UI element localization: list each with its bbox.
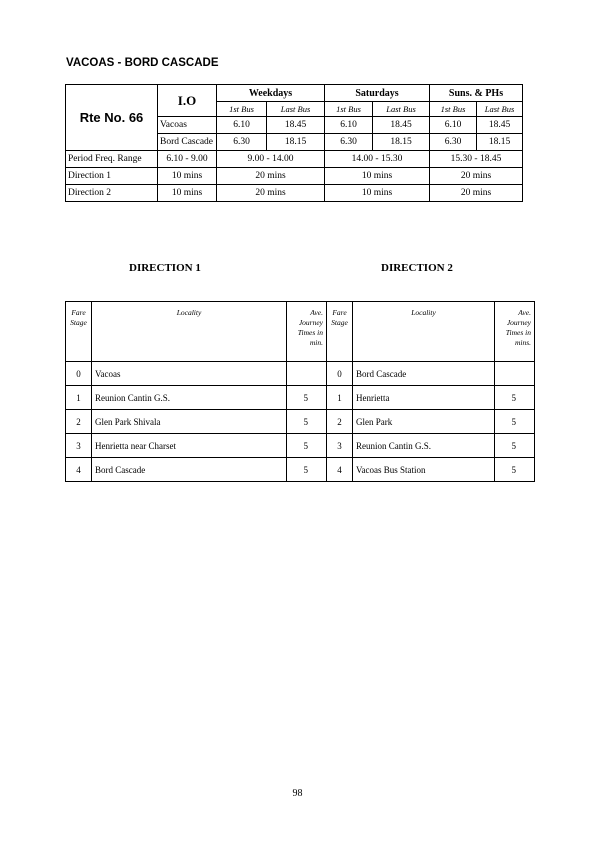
- time-cell: 6.30: [217, 134, 267, 151]
- time-cell: 18.15: [477, 134, 523, 151]
- period-cell: 6.10 - 9.00: [158, 151, 217, 168]
- journey-time-cell: 5: [287, 458, 327, 482]
- fare-stage-cell: 2: [66, 410, 92, 434]
- journey-time-cell: [495, 362, 535, 386]
- direction-1-title: DIRECTION 1: [129, 262, 201, 274]
- frequency-cell: 20 mins: [430, 168, 523, 185]
- locality-cell: Henrietta: [353, 386, 495, 410]
- fare-stage-cell: 0: [327, 362, 353, 386]
- frequency-cell: 10 mins: [325, 185, 430, 202]
- locality-cell: Glen Park Shivala: [92, 410, 287, 434]
- journey-time-cell: 5: [287, 386, 327, 410]
- journey-time-cell: 5: [495, 458, 535, 482]
- last-bus-header: Last Bus: [477, 102, 523, 117]
- weekdays-header: Weekdays: [217, 85, 325, 102]
- locality-header: Locality: [92, 302, 287, 362]
- time-cell: 6.30: [325, 134, 373, 151]
- last-bus-header: Last Bus: [373, 102, 430, 117]
- origin-cell: Vacoas: [158, 117, 217, 134]
- time-cell: 6.10: [430, 117, 477, 134]
- last-bus-header: Last Bus: [267, 102, 325, 117]
- saturdays-header: Saturdays: [325, 85, 430, 102]
- direction-label: Direction 1: [66, 168, 158, 185]
- time-cell: 6.10: [325, 117, 373, 134]
- direction-2-title: DIRECTION 2: [381, 262, 453, 274]
- journey-time-header: Ave. Journey Times in min.: [287, 302, 327, 362]
- sundays-header: Suns. & PHs: [430, 85, 523, 102]
- locality-cell: Henrietta near Charset: [92, 434, 287, 458]
- fare-stage-cell: 1: [327, 386, 353, 410]
- frequency-cell: 20 mins: [217, 185, 325, 202]
- page-number: 98: [292, 788, 303, 799]
- fare-stage-cell: 1: [66, 386, 92, 410]
- fare-stage-cell: 3: [327, 434, 353, 458]
- locality-cell: Glen Park: [353, 410, 495, 434]
- journey-time-cell: 5: [287, 410, 327, 434]
- journey-time-cell: [287, 362, 327, 386]
- first-bus-header: 1st Bus: [325, 102, 373, 117]
- table-row: [66, 362, 535, 386]
- journey-time-cell: 5: [495, 386, 535, 410]
- frequency-cell: 20 mins: [430, 185, 523, 202]
- origin-cell: Bord Cascade: [158, 134, 217, 151]
- time-cell: 18.45: [477, 117, 523, 134]
- fare-stage-header: Fare Stage: [66, 302, 92, 362]
- time-cell: 6.10: [217, 117, 267, 134]
- locality-cell: Reunion Cantin G.S.: [353, 434, 495, 458]
- frequency-cell: 10 mins: [158, 185, 217, 202]
- period-cell: 15.30 - 18.45: [430, 151, 523, 168]
- fare-stage-cell: 4: [66, 458, 92, 482]
- table-row: [66, 434, 535, 458]
- fare-stage-header: Fare Stage: [327, 302, 353, 362]
- time-cell: 18.15: [267, 134, 325, 151]
- period-cell: 9.00 - 14.00: [217, 151, 325, 168]
- first-bus-header: 1st Bus: [217, 102, 267, 117]
- time-cell: 18.45: [373, 117, 430, 134]
- locality-header: Locality: [353, 302, 495, 362]
- direction-label: Direction 2: [66, 185, 158, 202]
- frequency-row: [66, 168, 523, 185]
- table-row: [66, 458, 535, 482]
- frequency-row: [66, 185, 523, 202]
- time-cell: 6.30: [430, 134, 477, 151]
- fare-stage-cell: 3: [66, 434, 92, 458]
- journey-time-cell: 5: [287, 434, 327, 458]
- route-number-cell: Rte No. 66: [66, 85, 158, 151]
- journey-time-cell: 5: [495, 410, 535, 434]
- fare-stage-cell: 2: [327, 410, 353, 434]
- route-schedule-table: [65, 84, 523, 202]
- period-cell: 14.00 - 15.30: [325, 151, 430, 168]
- table-row: [66, 386, 535, 410]
- locality-cell: Reunion Cantin G.S.: [92, 386, 287, 410]
- locality-cell: Bord Cascade: [353, 362, 495, 386]
- frequency-cell: 20 mins: [217, 168, 325, 185]
- time-cell: 18.45: [267, 117, 325, 134]
- table-row: [66, 410, 535, 434]
- locality-cell: Vacoas Bus Station: [353, 458, 495, 482]
- locality-cell: Bord Cascade: [92, 458, 287, 482]
- fare-stage-cell: 4: [327, 458, 353, 482]
- period-label: Period Freq. Range: [66, 151, 158, 168]
- time-cell: 18.15: [373, 134, 430, 151]
- fare-stage-cell: 0: [66, 362, 92, 386]
- frequency-cell: 10 mins: [158, 168, 217, 185]
- fare-stage-table: [65, 301, 535, 482]
- period-row: [66, 151, 523, 168]
- journey-time-header: Ave. Journey Times in mins.: [495, 302, 535, 362]
- page-title: VACOAS - BORD CASCADE: [66, 57, 219, 69]
- first-bus-header: 1st Bus: [430, 102, 477, 117]
- io-header: I.O: [158, 85, 217, 117]
- frequency-cell: 10 mins: [325, 168, 430, 185]
- locality-cell: Vacoas: [92, 362, 287, 386]
- fare-stage-header-row: [66, 302, 535, 362]
- journey-time-cell: 5: [495, 434, 535, 458]
